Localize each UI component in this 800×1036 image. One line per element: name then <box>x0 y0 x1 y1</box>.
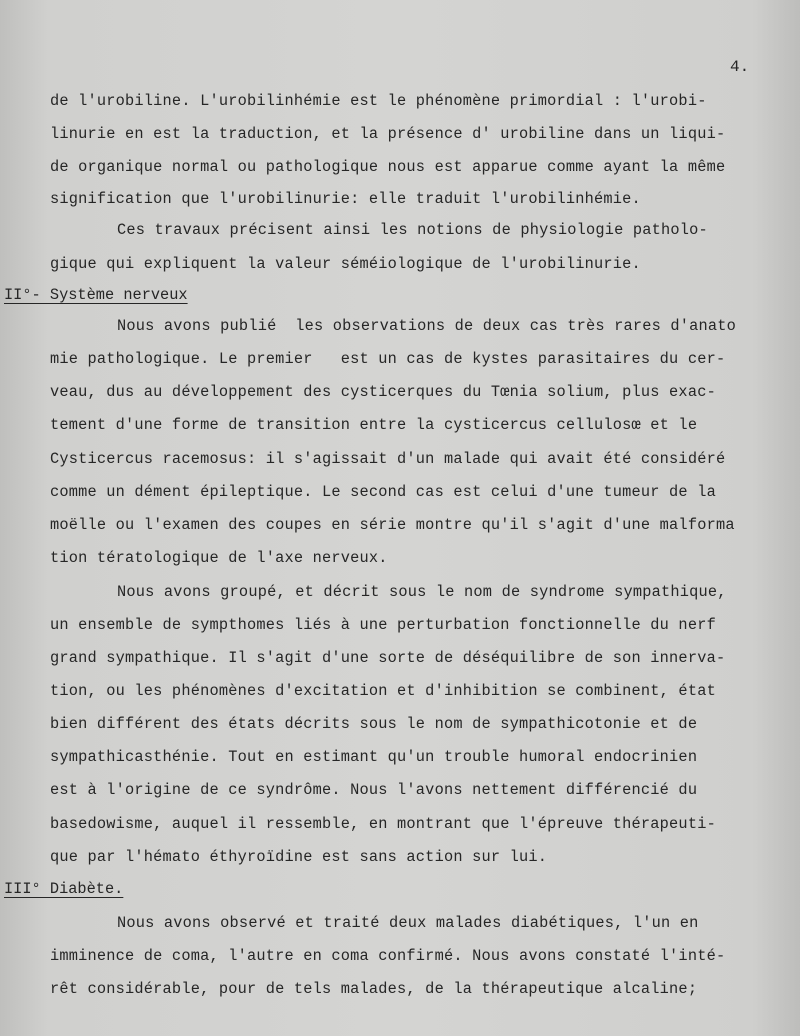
page-number: 4. <box>730 58 750 76</box>
text-line: linurie en est la traduction, et la présence d' urobiline dans un liqui- <box>50 125 726 143</box>
text-line: gique qui expliquent la valeur séméiologique de l'urobilinurie. <box>50 255 641 273</box>
text-line: est à l'origine de ce syndrôme. Nous l'avons nettement différencié du <box>50 781 698 799</box>
text-line: Nous avons groupé, et décrit sous le nom de syndrome sympathique, <box>117 583 727 601</box>
text-line: de l'urobiline. L'urobilinhémie est le phénomène primordial : l'urobi- <box>50 92 707 110</box>
text-line: Ces travaux précisent ainsi les notions de physiologie patholo- <box>117 221 708 239</box>
text-line: un ensemble de sympthomes liés à une perturbation fonctionnelle du nerf <box>50 616 716 634</box>
text-line: tion tératologique de l'axe nerveux. <box>50 549 388 567</box>
text-line: imminence de coma, l'autre en coma confirmé. Nous avons constaté l'inté- <box>50 947 726 965</box>
text-line: tement d'une forme de transition entre la cysticercus cellulosœ et le <box>50 416 698 434</box>
text-line: que par l'hémato éthyroïdine est sans action sur lui. <box>50 848 548 866</box>
text-line: grand sympathique. Il s'agit d'une sorte de déséquilibre de son innerva- <box>50 649 726 667</box>
text-line: Nous avons publié les observations de deux cas très rares d'anato <box>117 317 737 335</box>
text-line: de organique normal ou pathologique nous est apparue comme ayant la même <box>50 158 726 176</box>
text-line: veau, dus au développement des cysticerques du Tœnia solium, plus exac- <box>50 383 716 401</box>
text-line: mie pathologique. Le premier est un cas de kystes parasitaires du cer- <box>50 350 726 368</box>
text-line: tion, ou les phénomènes d'excitation et d'inhibition se combinent, état <box>50 682 716 700</box>
text-line: sympathicasthénie. Tout en estimant qu'un trouble humoral endocrinien <box>50 748 698 766</box>
text-line: basedowisme, auquel il ressemble, en montrant que l'épreuve thérapeuti- <box>50 815 716 833</box>
text-line: bien différent des états décrits sous le nom de sympathicotonie et de <box>50 715 698 733</box>
text-line: moëlle ou l'examen des coupes en série montre qu'il s'agit d'une malforma <box>50 516 735 534</box>
section-heading-nervous-system: II°- Système nerveux <box>4 286 188 304</box>
text-line: rêt considérable, pour de tels malades, de la thérapeutique alcaline; <box>50 980 698 998</box>
text-line: comme un dément épileptique. Le second cas est celui d'une tumeur de la <box>50 483 716 501</box>
text-line: Cysticercus racemosus: il s'agissait d'un malade qui avait été considéré <box>50 450 726 468</box>
section-heading-diabetes: III° Diabète. <box>4 880 124 898</box>
text-line: signification que l'urobilinurie: elle traduit l'urobilinhémie. <box>50 190 641 208</box>
text-line: Nous avons observé et traité deux malades diabétiques, l'un en <box>117 914 699 932</box>
